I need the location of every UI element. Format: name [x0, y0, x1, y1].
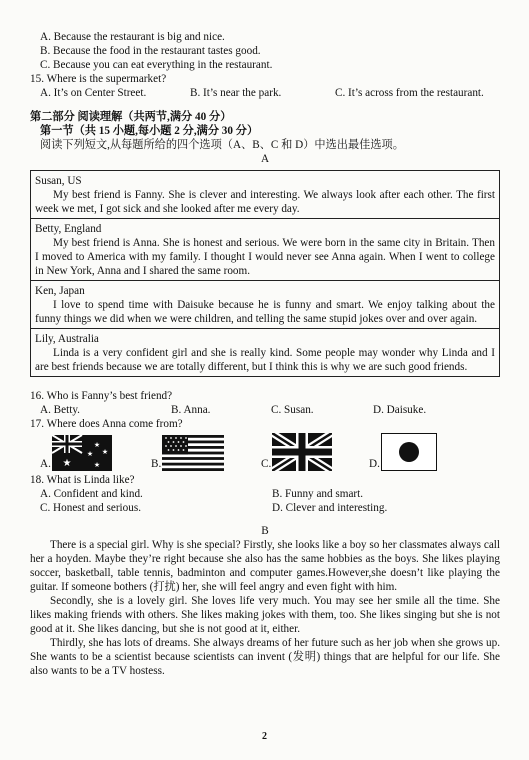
q15-option-a: A. It’s on Center Street. — [40, 87, 147, 99]
q16-option-a: A. Betty. — [40, 404, 80, 416]
entry-name: Susan, US — [35, 175, 82, 187]
friends-table — [30, 170, 500, 377]
option-a: A. Because the restaurant is big and nice. — [40, 31, 225, 43]
q16-option-c: C. Susan. — [271, 404, 314, 416]
passage-b-paragraph-1: There is a special girl. Why is she special? Firstly, she looks like a boy so her classmates always call her a hoyden. Maybe they’re right because she also has the same hobbies as the boys. She likes playing soccer, basketball, table tennis, badminton and computer games.However,she doesn’t like playing the guitar. If someone bothers (打扰) her, she will feel angry and even fight with him. — [30, 539, 500, 593]
question-18-options-row1 — [30, 487, 500, 501]
section-instruction: 阅读下列短文,从每题所给的四个选项（A、B、C 和 D）中选出最佳选项。 — [40, 139, 404, 151]
q17-label-d: D. — [369, 458, 380, 470]
q18-option-b: B. Funny and smart. — [272, 488, 364, 500]
question-15: 15. Where is the supermarket? — [30, 73, 167, 85]
entry-text: Linda is a very confident girl and she is really kind. Some people may wonder why Linda and I are best friends because we are totally different, but I think this is why we are such good friends. — [35, 347, 495, 373]
q17-option-d — [369, 433, 480, 471]
australia-flag-icon — [52, 435, 112, 471]
q15-option-b: B. It’s near the park. — [190, 87, 282, 99]
q18-option-a: A. Confident and kind. — [40, 488, 143, 500]
section-title: 第二部分 阅读理解（共两节,满分 40 分） — [30, 111, 232, 123]
question-18: 18. What is Linda like? — [30, 474, 135, 486]
passage-b-paragraph-2: Secondly, she is a lovely girl. She loves life very much. You may see her smile all the time. She likes making friends with others. She likes making jokes with them, too. She likes singing but she is not good at it. She likes dancing, but she is not good at it, either. — [30, 595, 500, 635]
q18-option-c: C. Honest and serious. — [40, 502, 141, 514]
entry-name: Ken, Japan — [35, 285, 85, 297]
entry-betty — [31, 219, 499, 281]
entry-ken — [31, 281, 499, 329]
passage-a-label: A — [260, 153, 270, 165]
entry-susan — [31, 171, 499, 219]
entry-text: I love to spend time with Daisuke because he is funny and smart. We enjoy talking about the funny things we did when we were children, and telling the same stupid jokes over and over again. — [35, 299, 495, 325]
exam-page — [30, 30, 500, 678]
question-16: 16. Who is Fanny’s best friend? — [30, 390, 173, 402]
passage-b-label: B — [261, 525, 269, 537]
japan-flag-icon — [381, 433, 437, 471]
q17-option-b — [151, 435, 261, 471]
q17-option-c — [261, 433, 369, 471]
entry-text: My best friend is Anna. She is honest and serious. We were born in the same city in Britain. Then I moved to America with my family. I thought I would never see Anna again. When I went to college in New York, Anna and I shared the same room. — [35, 237, 495, 277]
q16-option-b: B. Anna. — [171, 404, 211, 416]
page-number: 2 — [262, 731, 267, 742]
q18-option-d: D. Clever and interesting. — [272, 502, 388, 514]
entry-name: Lily, Australia — [35, 333, 99, 345]
usa-flag-icon — [162, 435, 224, 471]
svg-text:★: ★ — [93, 441, 101, 449]
option-b: B. Because the food in the restaurant tastes good. — [40, 45, 261, 57]
q17-option-a — [40, 435, 151, 471]
question-17-options — [30, 433, 500, 471]
uk-flag-icon — [272, 433, 332, 471]
entry-text: My best friend is Fanny. She is clever and interesting. We always look after each other. The first week we met, I got sick and she looked after me every day. — [35, 189, 495, 215]
question-17: 17. Where does Anna come from? — [30, 418, 183, 430]
entry-lily — [31, 329, 499, 376]
svg-text:★: ★ — [93, 461, 101, 469]
question-16-options — [30, 403, 500, 417]
svg-text:★: ★ — [62, 458, 72, 469]
q16-option-d: D. Daisuke. — [373, 404, 427, 416]
section-subtitle: 第一节（共 15 小题,每小题 2 分,满分 30 分） — [40, 125, 259, 137]
entry-name: Betty, England — [35, 223, 102, 235]
question-18-options-row2 — [30, 501, 500, 515]
q15-option-c: C. It’s across from the restaurant. — [335, 87, 484, 99]
question-15-options — [30, 86, 500, 100]
option-c: C. Because you can eat everything in the restaurant. — [40, 59, 273, 71]
passage-b-paragraph-3: Thirdly, she has lots of dreams. She always dreams of her future such as her job when she grows up. She wants to be a scientist because scientists can invent (发明) things that are helpful for our life. She also wants to be a TV hostess. — [30, 637, 500, 677]
q17-label-a: A. — [40, 458, 51, 470]
svg-text:★: ★ — [86, 450, 94, 458]
q17-label-b: B. — [151, 458, 162, 470]
svg-text:★: ★ — [101, 448, 109, 456]
q17-label-c: C. — [261, 458, 272, 470]
